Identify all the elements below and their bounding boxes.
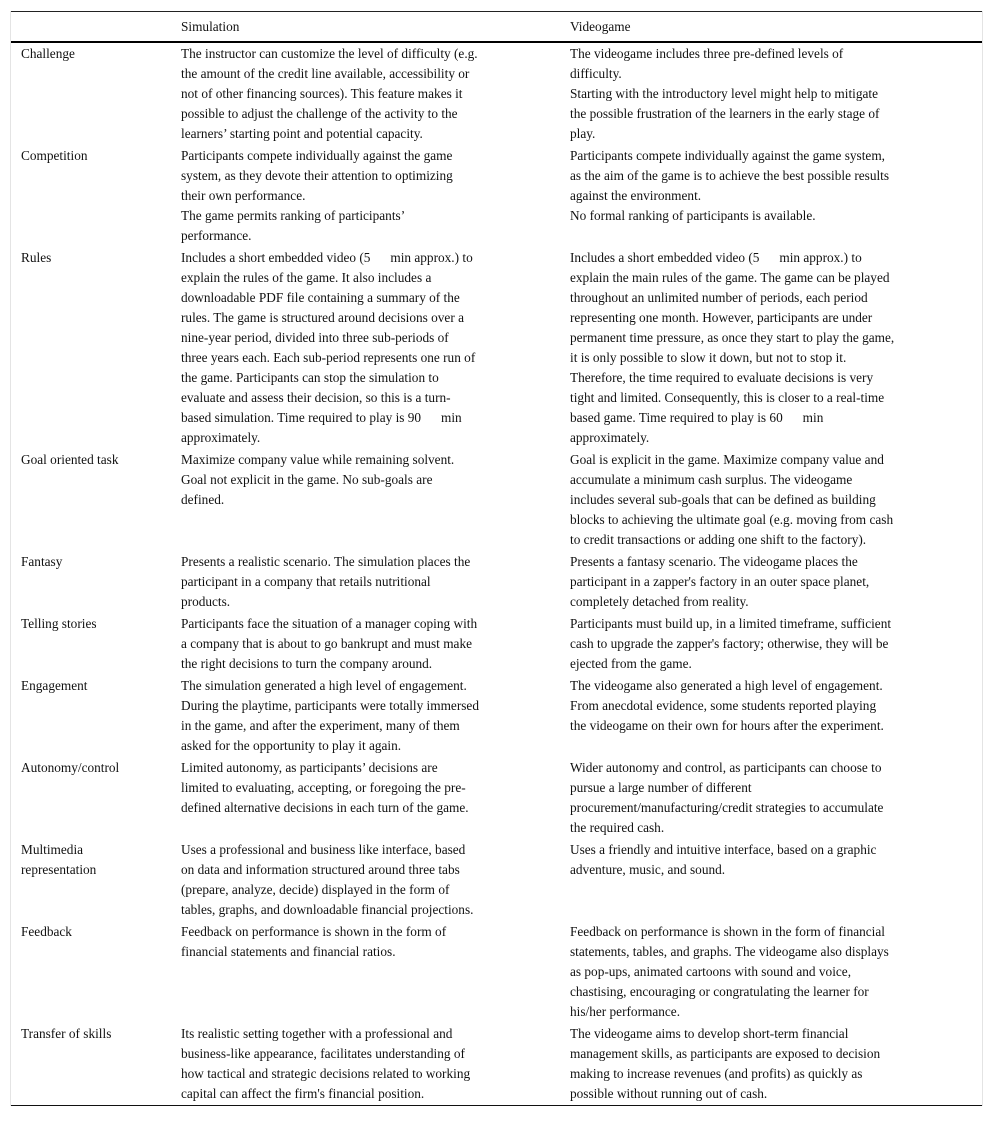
row-label: Challenge [21, 46, 75, 61]
row-label: Transfer of skills [21, 1026, 112, 1041]
videogame-cell: The videogame includes three pre-defined levels of difficulty. Starting with the introductory level might help to mitigate the possible frustration of the learners in the early stage of play. [570, 46, 880, 141]
row-label: Engagement [21, 678, 88, 693]
row-label: Multimedia representation [21, 842, 97, 877]
row-label: Telling stories [21, 616, 97, 631]
simulation-cell: Feedback on performance is shown in the form of financial statements and financial ratios. [181, 924, 447, 959]
table-row [11, 675, 982, 757]
simulation-cell: The simulation generated a high level of engagement. During the playtime, participants were totally immersed in the game, and after the experiment, many of them asked for the opportunity to play it again. [181, 678, 479, 753]
table-row [11, 921, 982, 1023]
table-header-row [11, 12, 982, 43]
simulation-cell: Presents a realistic scenario. The simulation places the participant in a company that retails nutritional products. [181, 554, 471, 609]
table-row [11, 145, 982, 247]
videogame-cell: Participants must build up, in a limited timeframe, sufficient cash to upgrade the zapper's factory; otherwise, they will be ejected from the game. [570, 616, 892, 671]
table-row [11, 449, 982, 551]
simulation-cell: Participants compete individually against the game system, as they devote their attention to optimizing their own performance. The game permits ranking of participants’ performance. [181, 148, 453, 243]
table-row [11, 42, 982, 145]
simulation-cell: Its realistic setting together with a professional and business-like appearance, facilitates understanding of how tactical and strategic decisions related to working capital can affect the firm's financial position. [181, 1026, 471, 1101]
row-label: Competition [21, 148, 88, 163]
header-videogame: Videogame [570, 18, 631, 34]
header-empty [11, 12, 171, 43]
comparison-table [11, 11, 982, 1106]
videogame-cell: Feedback on performance is shown in the form of financial statements, tables, and graphs. The videogame also displays as pop-ups, animated cartoons with sound and voice, chastising, encouraging or congratulating the learner for his/her performance. [570, 924, 889, 1019]
videogame-cell: The videogame also generated a high level of engagement. From anecdotal evidence, some students reported playing the videogame on their own for hours after the experiment. [570, 678, 884, 733]
videogame-cell: Presents a fantasy scenario. The videogame places the participant in a zapper's factory in an outer space planet, completely detached from reality. [570, 554, 870, 609]
table-row [11, 551, 982, 613]
videogame-cell: Goal is explicit in the game. Maximize company value and accumulate a minimum cash surplus. The videogame includes several sub-goals that can be defined as building blocks to achieving the ultimate goal (e.g. moving from cash to credit transactions or adding one shift to the factory). [570, 452, 894, 547]
row-label: Autonomy/control [21, 760, 120, 775]
table-row [11, 839, 982, 921]
row-label: Rules [21, 250, 52, 265]
simulation-cell: Uses a professional and business like interface, based on data and information structured around three tabs (prepare, analyze, decide) displayed in the form of tables, graphs, and downloadable financial projections. [181, 842, 474, 917]
table-row [11, 247, 982, 449]
comparison-table-frame [10, 11, 983, 1106]
videogame-cell: Uses a friendly and intuitive interface, based on a graphic adventure, music, and sound. [570, 842, 877, 877]
simulation-cell: The instructor can customize the level of difficulty (e.g. the amount of the credit line available, accessibility or not of other financing sources). This feature makes it possible to adjust the challenge of the activity to the learners’ starting point and potential capacity. [181, 46, 478, 141]
simulation-cell: Limited autonomy, as participants’ decisions are limited to evaluating, accepting, or foregoing the pre- defined alternative decisions in each turn of the game. [181, 760, 469, 815]
videogame-cell: Participants compete individually against the game system, as the aim of the game is to achieve the best possible results against the environment. No formal ranking of participants is available. [570, 148, 890, 223]
simulation-cell: Includes a short embedded video (5 min approx.) to explain the rules of the game. It also includes a downloadable PDF file containing a summary of the rules. The game is structured around decisions over a nine-year period, divided into three sub-periods of three years each. Each sub-period represents one run of the game. Participants can stop the simulation to evaluate and assess their decision, so this is a turn- based simulation. Time required to play is 90 min approximately. [181, 250, 476, 445]
table-row [11, 613, 982, 675]
table-row [11, 1023, 982, 1106]
header-simulation: Simulation [181, 18, 240, 34]
row-label: Feedback [21, 924, 72, 939]
table-row [11, 757, 982, 839]
videogame-cell: Wider autonomy and control, as participants can choose to pursue a large number of different procurement/manufacturing/credit strategies to accumulate the required cash. [570, 760, 884, 835]
simulation-cell: Participants face the situation of a manager coping with a company that is about to go bankrupt and must make the right decisions to turn the company around. [181, 616, 478, 671]
row-label: Goal oriented task [21, 452, 119, 467]
videogame-cell: The videogame aims to develop short-term financial management skills, as participants are exposed to decision making to increase revenues (and profits) as quickly as possible without running out of cash. [570, 1026, 881, 1101]
videogame-cell: Includes a short embedded video (5 min approx.) to explain the main rules of the game. The game can be played throughout an unlimited number of periods, each period representing one month. However, participants are under permanent time pressure, as once they start to play the game, it is only possible to slow it down, but not to stop it. Therefore, the time required to evaluate decisions is very tight and limited. Consequently, this is closer to a real-time based game. Time required to play is 60 min approximately. [570, 250, 895, 445]
simulation-cell: Maximize company value while remaining solvent. Goal not explicit in the game. No sub-goals are defined. [181, 452, 455, 507]
table-body [11, 42, 982, 1106]
row-label: Fantasy [21, 554, 63, 569]
